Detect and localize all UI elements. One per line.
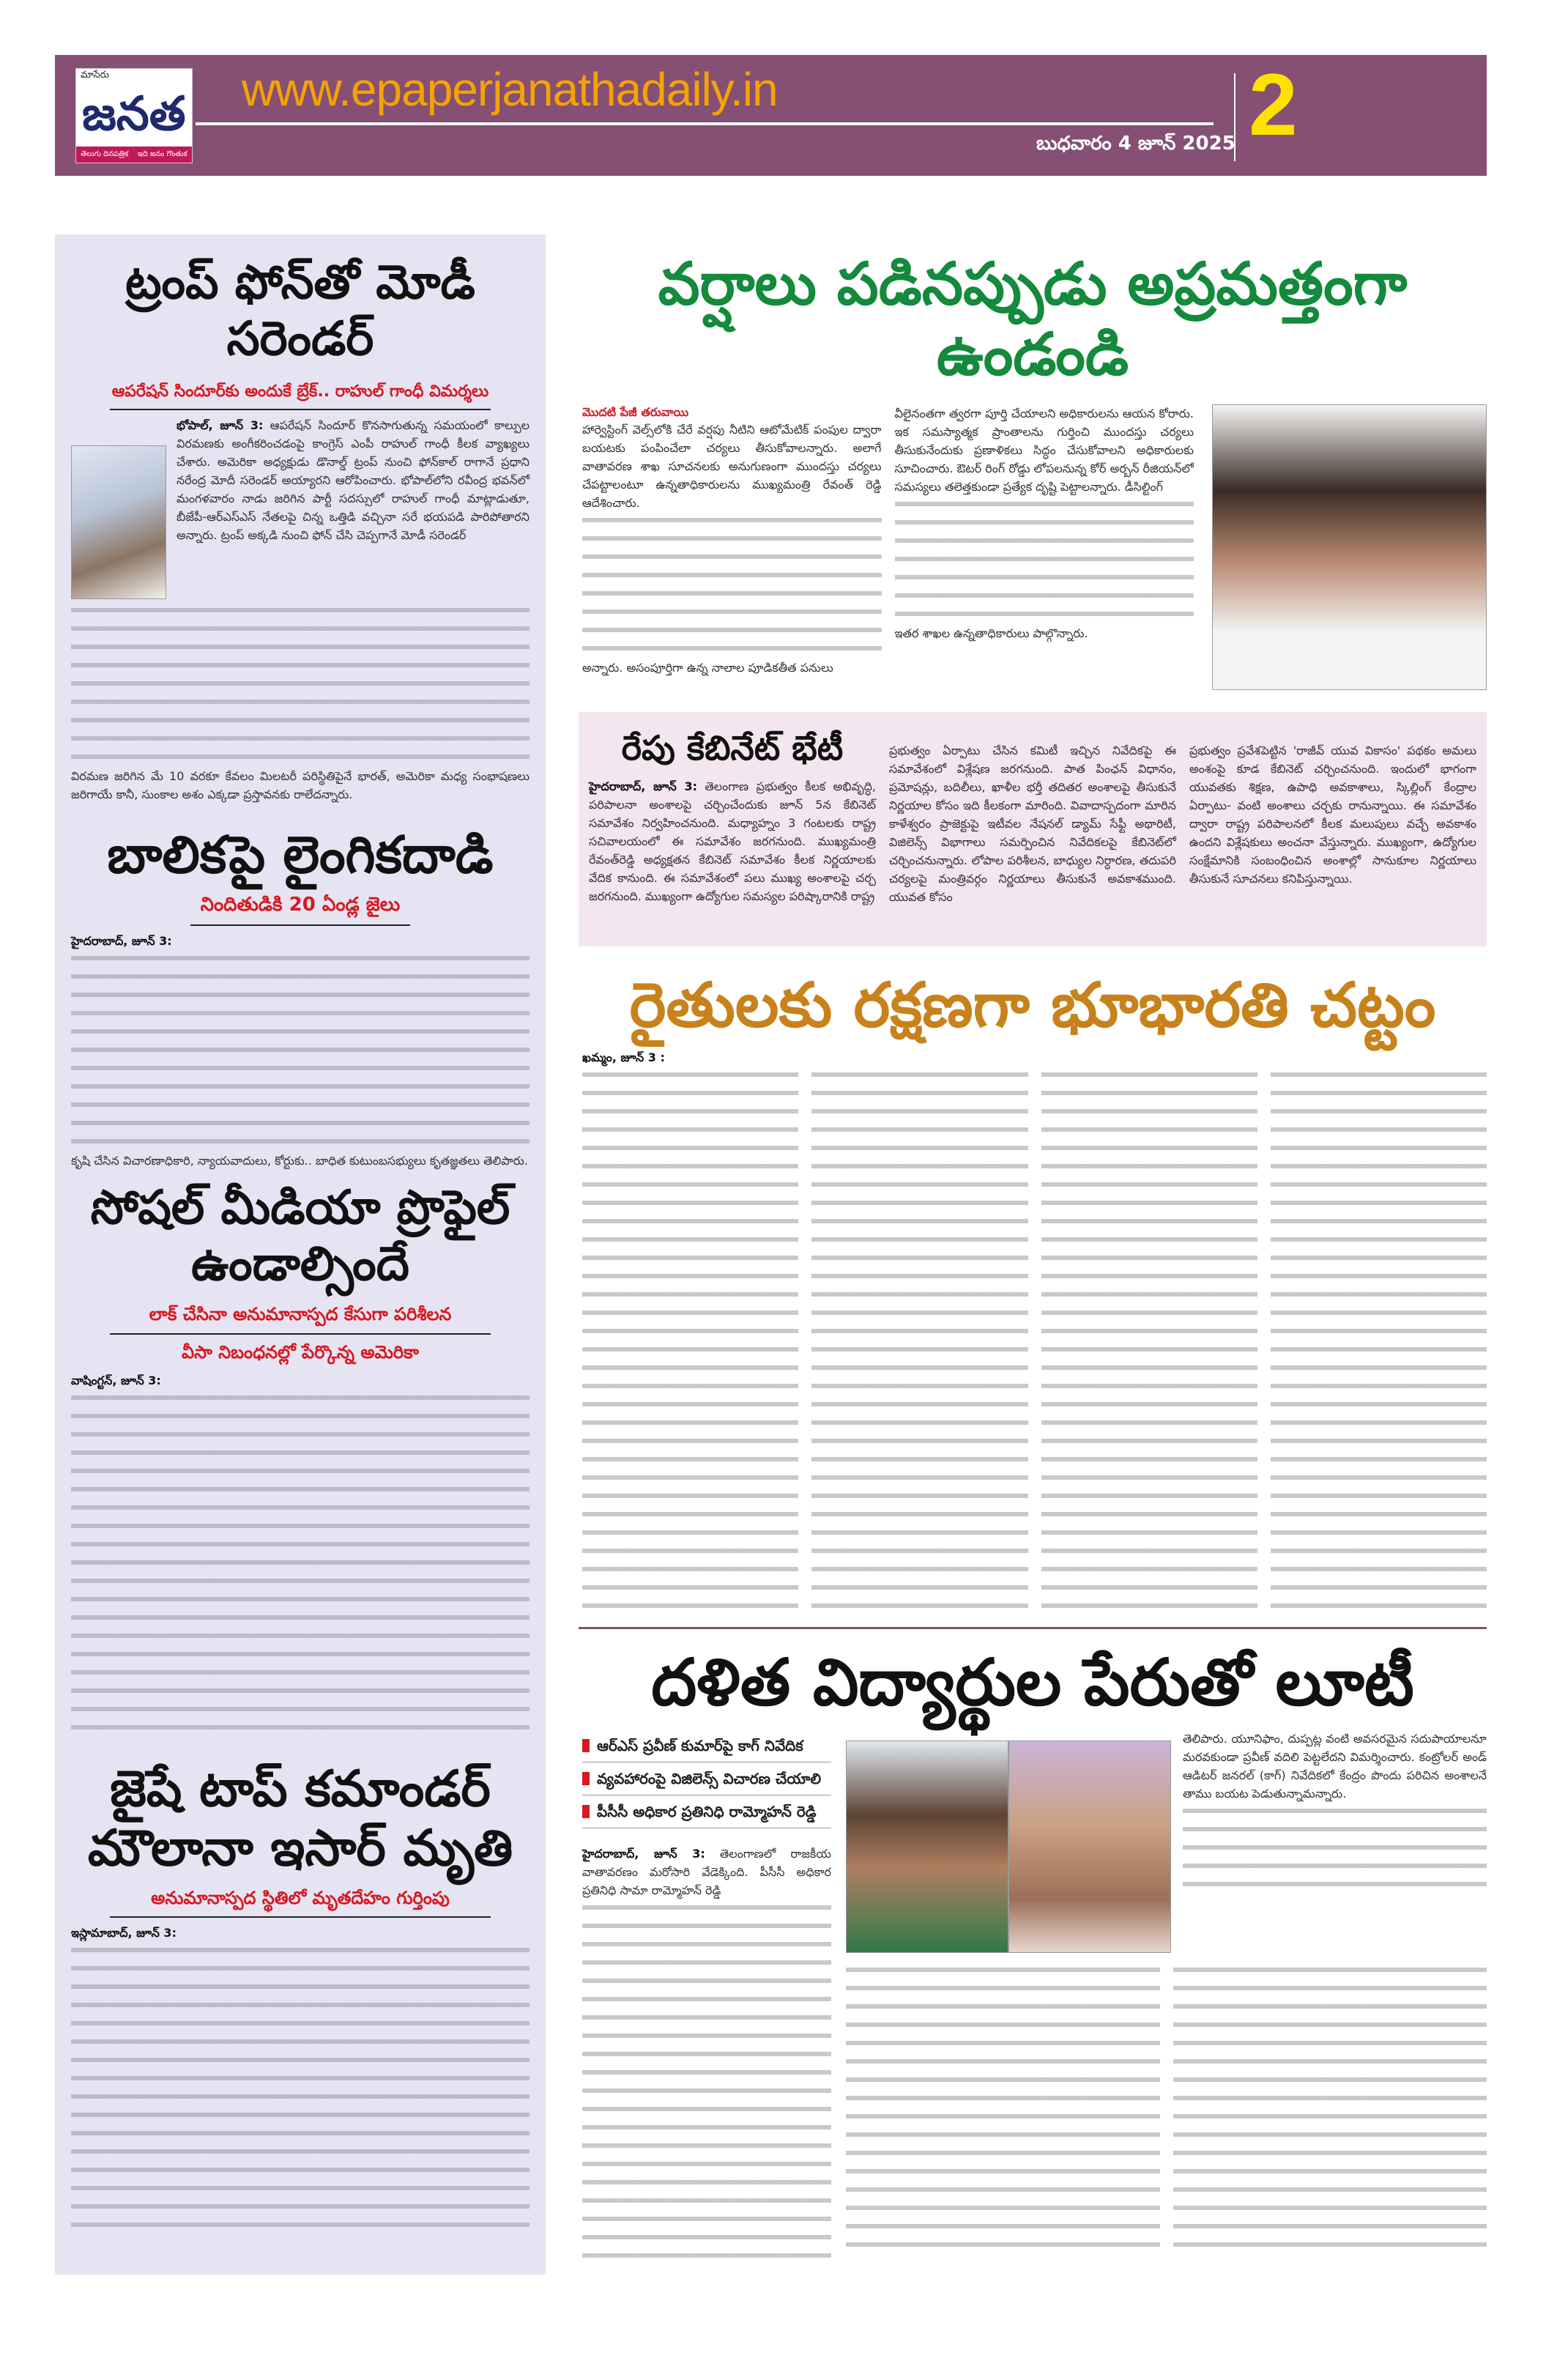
dateline: భోపాల్, జూన్ 3: (176, 418, 264, 433)
subhead: అనుమానాస్పద స్థితిలో మృతదేహం గుర్తింపు (151, 1887, 450, 1908)
headline-rains: వర్షాలు పడినప్పుడు అప్రమత్తంగా ఉండండి (658, 250, 1408, 388)
masthead (55, 55, 1487, 176)
article-body: ప్రభుత్వం ప్రవేశపెట్టిన 'రాజీవ్ యువ వికాసం' పథకం అమలు అంశంపై కూడ కేబినెట్ చర్చించనుంది. ఇందులో భాగంగా యువతకు శిక్షణ, ఉపాధి అవకాశాలు, స్కిల్లింగ్ కేంద్రాల ఏర్పాటు- వంటి అంశాలు చర్చకు రానున్నాయి. ఈ సమావేశం ద్వారా రాష్ట్ర పరిపాలనలో కీలక మలుపులు వచ్చే అవకాశం ఉందని విశ్లేషకులు అంచనా వేస్తున్నారు. ముఖ్యంగా, ఉద్యోగుల సంక్షేమానికి సంబంధించిన అంశాల్లో సానుకూల నిర్ణయాలు తీసుకునే సూచనలు కనిపిస్తున్నాయి. (1189, 744, 1476, 886)
right-column (579, 249, 1487, 2266)
photo-chief-minister (1212, 404, 1487, 690)
headline-trump-modi: ట్రంప్ ఫోన్‌తో మోడీ సరెండర్ (125, 256, 475, 366)
dateline: హైదరాబాద్, జూన్ 3: (582, 1847, 705, 1861)
article-body: వీలైనంతగా త్వరగా పూర్తి చేయాలని అధికారులను ఆయన కోరారు. ఇక సమస్యాత్మక ప్రాంతాలను గుర్తించి ముందస్తు చర్యలు తీసుకునేందుకు ప్రణాళికలు సిద్ధం చేసుకోవాలని అధికారులకు సూచించారు. ఔటర్ రింగ్ రోడ్డు లోపలనున్న కోర్ అర్బన్ రీజియన్‌లో సమస్యలు తలెత్తకుండా ప్రత్యేక దృష్టి పెట్టాలన్నారు. డీసిల్టింగ్ (894, 407, 1194, 494)
photo-praveen-kumar (846, 1740, 1008, 1953)
article-body: తెలంగాణలో రాజకీయ వాతావరణం మరోసారి వేడెక్కింది. పీసీసీ అధికార ప్రతినిధి సామా రామ్మోహన్ రెడ్డి (582, 1847, 831, 1898)
edition-date: బుధవారం 4 జూన్ 2025 (1036, 133, 1235, 155)
kicker: మొదటి పేజీ తరువాయి (582, 405, 689, 419)
article-body: ఇతర శాఖల ఉన్నతాధికారులు పాల్గొన్నారు. (894, 626, 1088, 640)
dateline: ఖమ్మం, జూన్ 3 : (582, 1050, 665, 1064)
headline-social-media: సోషల్ మీడియా ప్రొఫైల్ ఉండాల్సిందే (90, 1180, 510, 1291)
rain-article (579, 404, 1194, 690)
article-body: ప్రభుత్వం ఏర్పాటు చేసిన కమిటీ ఇచ్చిన నివేదికపై ఈ సమావేశంలో విశ్లేషణ జరగనుంది. పాత పింఛన్ విధానం, ప్రమోషన్లు, బదిలీలు, ఖాళీల భర్తీ తదితర అంశాలపై తీసుకునే నిర్ణయాల కోసం ఇది కీలకంగా మారింది. వివాదాస్పదంగా మారిన కాళేశ్వరం ప్రాజెక్టుపై ఇటీవల నేషనల్ డ్యామ్ సేఫ్టీ అథారిటీ, విజిలెన్స్ విభాగాలు సమర్పించిన నివేదికలపై కేబినెట్‌లో చర్చించనున్నారు. లోపాల పరిశీలన, బాధ్యుల నిర్ధారణ, తదుపరి చర్యలపై మంత్రివర్గం నిర్ణయాలు తీసుకునే అవకాశముంది. యువత కోసం (889, 744, 1176, 904)
subhead: ఆపరేషన్ సిందూర్‌కు అందుకే బ్రేక్.. రాహుల్ గాంధీ విమర్శలు (111, 382, 489, 401)
headline-jaish-commander: జైషే టాప్ కమాండర్ మౌలానా ఇసార్ మృతి (87, 1760, 513, 1878)
highlights-list (582, 1730, 831, 2266)
cabinet-meeting-box (579, 712, 1487, 946)
highlight-item: పీసీసీ అధికార ప్రతినిధి రామ్మోహన్ రెడ్డి (582, 1795, 831, 1828)
headline-bhubharathi: రైతులకు రక్షణగా భూభారతి చట్టం (629, 969, 1436, 1041)
logo-strip-right: ఇది జనం గొంతుక (137, 150, 187, 158)
newspaper-logo (75, 68, 193, 163)
article-body: హార్వెస్టింగ్ వెల్స్‌లోకి చేరే వర్షపు నీటిని ఆటోమేటిక్ పంపుల ద్వారా బయటకు పంపించేలా చర్యలు తీసుకోవాలన్నారు. అలాగే వాతావరణ శాఖ సూచనలకు అనుగుణంగా ముందస్తు చర్యలు చేపట్టాలంటూ ఉన్నతాధికారులను ముఖ్యమంత్రి రేవంత్ రెడ్డి ఆదేశించారు. (582, 423, 882, 511)
article-closing: విరమణ జరిగిన మే 10 వరకూ కేవలం మిలటరీ పరిస్థితిపైనే భారత్, అమెరికా మధ్య సంభాషణలు జరిగాయే కానీ, సుంకాల అశం ఎక్కడా ప్రస్తావనకు రాలేదన్నారు. (71, 769, 529, 802)
divider (196, 122, 1214, 125)
logo-name: జనత (82, 87, 186, 141)
article-body: తెలంగాణ ప్రభుత్వం కీలక అభివృద్ధి, పరిపాలనా అంశాలపై చర్చించేందుకు జూన్ 5న కేబినెట్ సమావేశం నిర్వహించనుంది. మధ్యాహ్నం 3 గంటలకు రాష్ట్ర సచివాలయంలో ఈ సమావేశం జరగనుంది. ముఖ్యమంత్రి రేవంత్‌రెడ్డి అధ్యక్షతన కేబినెట్ సమావేశం కీలక నిర్ణయాలకు వేదిక కానుంది. ఈ సమావేశంలో పలు ముఖ్య అంశాలపై చర్చ జరగనుంది. ముఖ్యంగా ఉద్యోగుల సమస్యల పరిష్కారానికి రాష్ట్ర (589, 779, 876, 904)
headline-cabinet: రేపు కేబినేట్ భేటీ (621, 728, 844, 768)
subhead: నిందితుడికి 20 ఏండ్ల జైలు (200, 894, 401, 916)
article-text (71, 950, 529, 1152)
logo-strip-left: తెలుగు దినపత్రిక (81, 150, 129, 158)
article-text-continued (71, 602, 529, 767)
page-number: 2 (1249, 56, 1298, 154)
article-closing: కృషి చేసిన విచారణాధికారి, న్యాయవాదులు, కోర్టుకు.. బాధిత కుటుంబసభ్యులు కృతజ్ఞతలు తెలిపారు. (71, 1153, 528, 1168)
left-column (55, 234, 546, 2275)
logo-tagline-top: మాసేరు (81, 70, 109, 81)
article-text (71, 1942, 529, 2235)
article-body: అన్నారు. అసంపూర్తిగా ఉన్న నాలాల పూడికతీత పనులు (582, 661, 833, 675)
website-url[interactable]: www.epaperjanathadaily.in (242, 63, 778, 116)
bhubharathi-article (579, 1048, 1487, 1616)
dateline: వాషింగ్టన్, జూన్ 3: (71, 1373, 161, 1387)
headline-dalit-students: దళిత విద్యార్థుల పేరుతో లూటీ (651, 1644, 1414, 1720)
photo-rahul-gandhi (71, 445, 166, 599)
dateline: హైదరాబాద్, జూన్ 3: (71, 933, 172, 948)
highlight-item: వ్యవహారంపై విజిలెన్స్ విచారణ చేయాలి (582, 1762, 831, 1795)
subhead: వీసా నిబంధనల్లో పేర్కొన్న అమెరికా (182, 1341, 419, 1363)
highlight-item: ఆర్ఎస్ ప్రవీణ్ కుమార్‌పై కాగ్ నివేదిక (582, 1730, 831, 1762)
logo-strip (76, 147, 192, 163)
subhead: లాక్ చేసినా అనుమానాస్పద కేసుగా పరిశీలన (149, 1304, 452, 1325)
photo-rammohan-reddy (1008, 1740, 1171, 1953)
dateline: హైదరాబాద్, జూన్ 3: (589, 779, 698, 794)
article-body: తెలిపారు. యూనిఫాం, దుప్పట్ల వంటి అవసరమైన సదుపాయాలనూ మరవకుండా ప్రవీణ్ వదిలి పెట్టలేదని విమర్శించారు. కంట్రోలర్ అండ్ ఆడిటర్ జనరల్ (కాగ్) నివేదికలో కేంద్రం పొందు పరిచిన అంశాలనే తాము బయట పెడుతున్నామన్నారు. (1183, 1732, 1487, 1801)
article-body: ఆపరేషన్ సిందూర్ కొనసాగుతున్న సమయంలో కాల్పుల విరమణకు అంగీకరించడంపై కాంగ్రెస్ ఎంపీ రాహుల్ గాంధీ కీలక వ్యాఖ్యలు చేశారు. అమెరికా అధ్యక్షుడు డొనాల్డ్ ట్రంప్ నుంచి ఫోన్‌కాల్ రాగానే ప్రధాని నరేంద్ర మోదీ సరెండర్ అయ్యారని ఆరోపించారు. భోపాల్‌లోని రవీంద్ర భవన్‌లో మంగళవారం నాడు జరిగిన పార్టీ సదస్సులో రాహుల్ గాంధీ మాట్లాడుతూ, బీజేపీ-ఆర్ఎస్ఎస్ నేతలపై చిన్న ఒత్తిడి వచ్చినా సరే భయపడి పారిపోతారని అన్నారు. ట్రంప్ అక్కడి నుంచి ఫోన్ చేసి చెప్పగానే మోడీ సరెండర్ (176, 418, 529, 543)
dateline: ఇస్లామాబాద్, జూన్ 3: (71, 1926, 176, 1940)
headline-assault: బాలికపై లైంగికదాడి (107, 825, 494, 886)
article-text (71, 1390, 529, 1738)
divider (579, 1627, 1487, 1629)
